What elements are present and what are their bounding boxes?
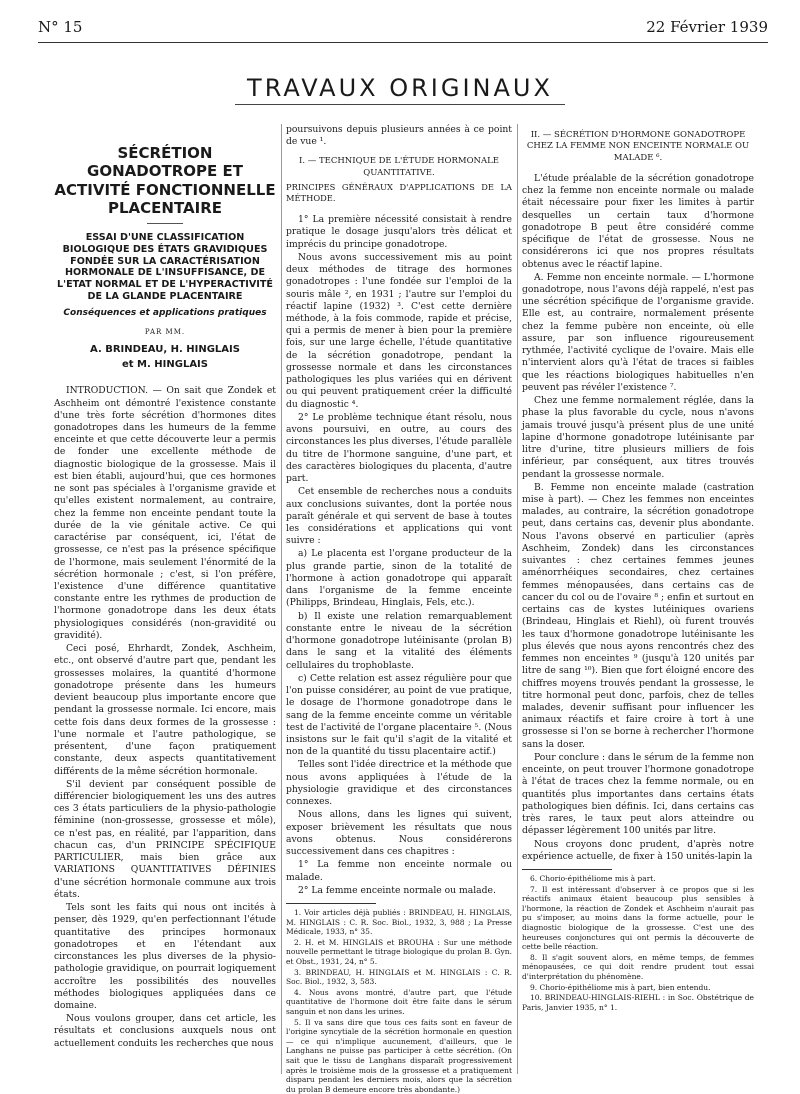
paragraph: 2° Le problème technique étant résolu, nous avons poursuivi, en outre, au cours des circonstances les plus diverses, l'étude parallèle du titre de l'hormone sanguine, d'une part, et des caractères biologiques du placenta, d'autre part.	[286, 411, 512, 485]
footnote: 10. BRINDEAU-HINGLAIS-RIEHL : in Soc. Obstétrique de Paris, Janvier 1935, n° 1.	[522, 993, 754, 1012]
article-title: SÉCRÉTION GONADOTROPE ET ACTIVITÉ FONCTIONNELLE PLACENTAIRE	[54, 144, 276, 217]
paragraph: c) Cette relation est assez régulière pour que l'on puisse considérer, au point de vue pratique, le dosage de l'hormone gonadotrope dans le sang de la femme enceinte comme un véritable test de l'activité de l'organe placentaire ⁵. (Nous insistons sur le fait qu'il s'agit de la vitalité et non de la quantité du tissu placentaire actif.)	[286, 672, 512, 758]
column-divider	[517, 124, 518, 1074]
paragraph: Nous croyons donc prudent, d'après notre expérience actuelle, de fixer à 150 unités-lapin la	[522, 838, 754, 862]
paragraph: L'étude préalable de la sécrétion gonadotrope chez la femme non enceinte normale ou malade était nécessaire pour fixer les limites à partir desquelles un certain taux d'hormone gonadotrope B peut être considéré comme spécifique de l'état de grossesse. Nous ne considérerons ici que nos propres résultats obtenus avec le réactif lapine.	[522, 172, 754, 270]
article-authors: A. BRINDEAU, H. HINGLAIS	[90, 343, 240, 355]
paragraph: Nous voulons grouper, dans cet article, les résultats et conclusions auxquels nous ont actuellement conduits les recherches que nous	[54, 1013, 276, 1049]
column-1	[54, 124, 276, 1074]
footnote: 2. H. et M. HINGLAIS et BROUHA : Sur une méthode nouvelle permettant le titrage biologique du prolan B. Gyn. et Obst., 1931, 24, n° 5.	[286, 937, 512, 966]
paragraph: poursuivons depuis plusieurs années à ce point de vue ¹.	[286, 124, 512, 148]
footnote: 9. Chorio-épithéliome mis à part, bien entendu.	[530, 982, 711, 992]
footnote-rule	[522, 869, 612, 870]
paragraph: Tels sont les faits qui nous ont incités à penser, dès 1929, qu'en perfectionnant l'étude quantitative des principes hormonaux gonadotropes et en l'étendant aux circonstances les plus diverses de la physio-pathologie gravidique, on pourrait logiquement accroître les possibilités des nouvelles méthodes biologiques appliquées dans ce domaine.	[54, 902, 276, 1011]
column-3	[522, 124, 754, 1074]
article-consequences: Conséquences et applications pratiques	[63, 308, 267, 319]
footnote: 1. Voir articles déjà publiés : BRINDEAU, H. HINGLAIS, M. HINGLAIS : C. R. Soc. Biol., 1932, 3, 988 ; La Presse Médicale, 1933, n° 35.	[286, 908, 512, 937]
paragraph: Nous avons successivement mis au point deux méthodes de titrage des hormones gonadotropes : l'une fondée sur l'emploi de la souris mâle ², en 1931 ; l'autre sur l'emploi du réactif lapine (1932) ³. C'est cette dernière méthode, à la fois commode, rapide et précise, qui a permis de mener à bien pour la première fois, sur une large échelle, l'étude quantitative de la sécrétion gonadotrope, pendant la grossesse normale et dans les circonstances pathologiques les plus variées qui en dérivent ou qui peuvent pratiquement créer la difficulté du diagnostic ⁴.	[286, 251, 512, 410]
paragraph: Nous allons, dans les lignes qui suivent, exposer brièvement les résultats que nous avons obtenus. Nous considérerons successivement dans ces chapitres :	[286, 809, 512, 858]
article-par: PAR MM.	[144, 328, 186, 337]
article-subtitle: ESSAI D'UNE CLASSIFICATION BIOLOGIQUE DES ÉTATS GRAVIDIQUES FONDÉE SUR LA CARACTÉRISATION HORMONALE DE L'INSUFFISANCE, DE L'ETAT NORMAL ET DE L'HYPERACTIVITÉ DE LA GLANDE PLACENTAIRE	[57, 232, 273, 302]
paragraph: INTRODUCTION. — On sait que Zondek et Aschheim ont démontré l'existence constante d'une très forte sécrétion d'hormones dites gonadotropes dans les humeurs de la femme enceinte et que cette découverte leur a permis de fonder une excellente méthode de diagnostic biologique de la grossesse. Mais il est bien établi, aujourd'hui, que ces hormones ne sont pas spéciales à l'organisme gravide et qu'elles existent normalement, au contraire, chez la femme non enceinte pendant toute la durée de la vie génitale active. Ce qui caractérise par conséquent, ici, l'état de grossesse, ce n'est pas la présence spécifique de l'hormone, mais seulement l'énormité de la sécrétion hormonale ; c'est, si l'on préfère, l'existence d'une différence quantitative constante entre les rythmes de production de l'hormone gonadotrope dans les deux états physiologiques considérés (non-gravidité ou gravidité).	[54, 385, 276, 641]
section-subheading: PRINCIPES GÉNÉRAUX D'APPLICATIONS DE LA MÉTHODE.	[286, 182, 512, 204]
paragraph: Ceci posé, Ehrhardt, Zondek, Aschheim, etc., ont observé d'autre part que, pendant les grossesses molaires, la quantité d'hormone gonadotrope présente dans les humeurs devient beaucoup plus importante encore que pendant la grossesse normale. Ici encore, mais cette fois dans deux formes de la grossesse : l'une normale et l'autre pathologique, se présentent, d'une façon pratiquement constante, deux aspects quantitativement différents de la même sécrétion hormonale.	[54, 643, 276, 777]
column-2	[286, 124, 512, 1094]
footnote: 4. Nous avons montré, d'autre part, que l'étude quantitative de l'hormone doit être faite dans le sérum sanguin et non dans les urines.	[286, 987, 512, 1016]
issue-number: N° 15	[38, 18, 83, 36]
header-rule	[38, 42, 768, 43]
section-heading: II. — SÉCRÉTION D'HORMONE GONADOTROPE CHEZ LA FEMME NON ENCEINTE NORMALE OU MALADE ⁶.	[526, 130, 750, 163]
footnote: 7. Il est intéressant d'observer à ce propos que si les réactifs animaux étaient beaucoup plus sensibles à l'hormone, la réaction de Zondek et Aschheim n'aurait pas pu s'imposer, au moins dans la forme actuelle, pour le diagnostic biologique de la grossesse. C'est une des heureuses conjonctures qui ont permis la découverte de cette belle réaction.	[522, 884, 754, 952]
paragraph: Pour conclure : dans le sérum de la femme non enceinte, on peut trouver l'hormone gonadotrope à l'état de traces chez la femme normale, ou en quantités plus importantes dans certains états pathologiques bien définis. Ici, dans certains cas très rares, le taux peut alors atteindre ou dépasser légèrement 100 unités par litre.	[522, 751, 754, 837]
paragraph: S'il devient par conséquent possible de différencier biologiquement les uns des autres ces 3 états particuliers de la physio-pathologie féminine (non-grossesse, grossesse et môle), ce n'est pas, en réalité, par l'apparition, dans chacun cas, d'un PRINCIPE SPÉCIFIQUE PARTICULIER, mais bien grâce aux VARIATIONS QUANTITATIVES DÉFINIES d'une sécrétion hormonale commune aux trois états.	[54, 778, 276, 900]
paragraph: A. Femme non enceinte normale. — L'hormone gonadotrope, nous l'avons déjà rappelé, n'est pas une sécrétion spécifique de l'organisme gravide. Elle est, au contraire, normalement présente chez la femme pubère non enceinte, où elle assure, par son influence rigoureusement rythmée, l'activité cyclique de l'ovaire. Mais elle n'intervient alors qu'à l'état de traces si faibles que les réactions biologiques habituelles n'en peuvent pas révéler l'existence ⁷.	[522, 271, 754, 393]
section-heading: I. — TECHNIQUE DE L'ÉTUDE HORMONALE QUANTITATIVE.	[299, 156, 499, 178]
paragraph: 1° La femme non enceinte normale ou malade.	[286, 859, 512, 883]
paragraph: Cet ensemble de recherches nous a conduits aux conclusions suivantes, dont la portée nous paraît générale et qui servent de base à toutes les considérations et applications qui vont suivre :	[286, 486, 512, 547]
article-authors-2: et M. HINGLAIS	[122, 358, 208, 370]
section-title: TRAVAUX ORIGINAUX	[247, 74, 553, 102]
paragraph: b) Il existe une relation remarquablement constante entre le niveau de la sécrétion d'hormone gonadotrope lutéinisante (prolan B) dans le sang et la vitalité des éléments cellulaires du trophoblaste.	[286, 610, 512, 671]
footnote: 8. Il s'agit souvent alors, en même temps, de femmes ménopausées, ce qui doit rendre prudent tout essai d'interprétation du phénomène.	[522, 952, 754, 981]
footnote-rule	[286, 903, 376, 904]
paragraph: 1° La première nécessité consistait à rendre pratique le dosage jusqu'alors très délicat et imprécis du principe gonadotrope.	[286, 214, 512, 250]
section-rule	[235, 104, 565, 105]
column-divider	[281, 124, 282, 1074]
paragraph: B. Femme non enceinte malade (castration mise à part). — Chez les femmes non enceintes malades, au contraire, la sécrétion gonadotrope peut, dans certains cas, devenir plus abondante. Nous l'avons observé en particulier (après Aschheim, Zondek) dans les circonstances suivantes : chez certaines femmes jeunes aménorrhéiques secondaires, chez certaines femmes ménopausées, dans certains cas de cancer du col ou de l'ovaire ⁸ ; enfin et surtout en certains cas de kystes lutéiniques ovariens (Brindeau, Hinglais et Riehl), où furent trouvés les taux d'hormone gonadotrope lutéinisante les plus élevés que nous ayons rencontrés chez des femmes non enceintes ⁹ (jusqu'à 120 unités par litre de sang ¹⁰). Bien que fort éloigné encore des chiffres moyens trouvés pendant la grossesse, le titre hormonal peut donc, parfois, chez de telles malades, devenir suffisant pour influencer les animaux réactifs et faire croire à tort à une grossesse si l'on se borne à rechercher l'hormone sans la doser.	[522, 481, 754, 750]
issue-date: 22 Février 1939	[646, 18, 768, 36]
footnote: 5. Il va sans dire que tous ces faits sont en faveur de l'origine syncytiale de la sécrétion hormonale en question — ce qui n'implique aucunement, d'ailleurs, que le Langhans ne puisse pas participer à cette sécrétion. (On sait que le tissu de Langhans disparaît progressivement après le troisième mois de la grossesse et a pratiquement disparu pendant les derniers mois, alors que la sécrétion du prolan B demeure encore très abondante.)	[286, 1017, 512, 1094]
title-rule	[147, 223, 183, 224]
footnote: 6. Chorio-épithéliome mis à part.	[530, 874, 656, 884]
paragraph: Telles sont l'idée directrice et la méthode que nous avons appliquées à l'étude de la physiologie gravidique et des circonstances connexes.	[286, 759, 512, 808]
paragraph: Chez une femme normalement réglée, dans la phase la plus favorable du cycle, nous n'avons jamais trouvé jusqu'à présent plus de une unité lapine d'hormone gonadotrope lutéinisante par litre d'urine, titre plusieurs milliers de fois inférieur, par conséquent, aux titres trouvés pendant la grossesse normale.	[522, 395, 754, 480]
paragraph: a) Le placenta est l'organe producteur de la plus grande partie, sinon de la totalité de l'hormone à action gonadotrope qui apparaît dans l'organisme de la femme enceinte (Philipps, Brindeau, Hinglais, Fels, etc.).	[286, 548, 512, 609]
footnote: 3. BRINDEAU, H. HINGLAIS et M. HINGLAIS : C. R. Soc. Biol., 1932, 3, 583.	[286, 967, 512, 987]
paragraph: 2° La femme enceinte normale ou malade.	[298, 884, 496, 896]
